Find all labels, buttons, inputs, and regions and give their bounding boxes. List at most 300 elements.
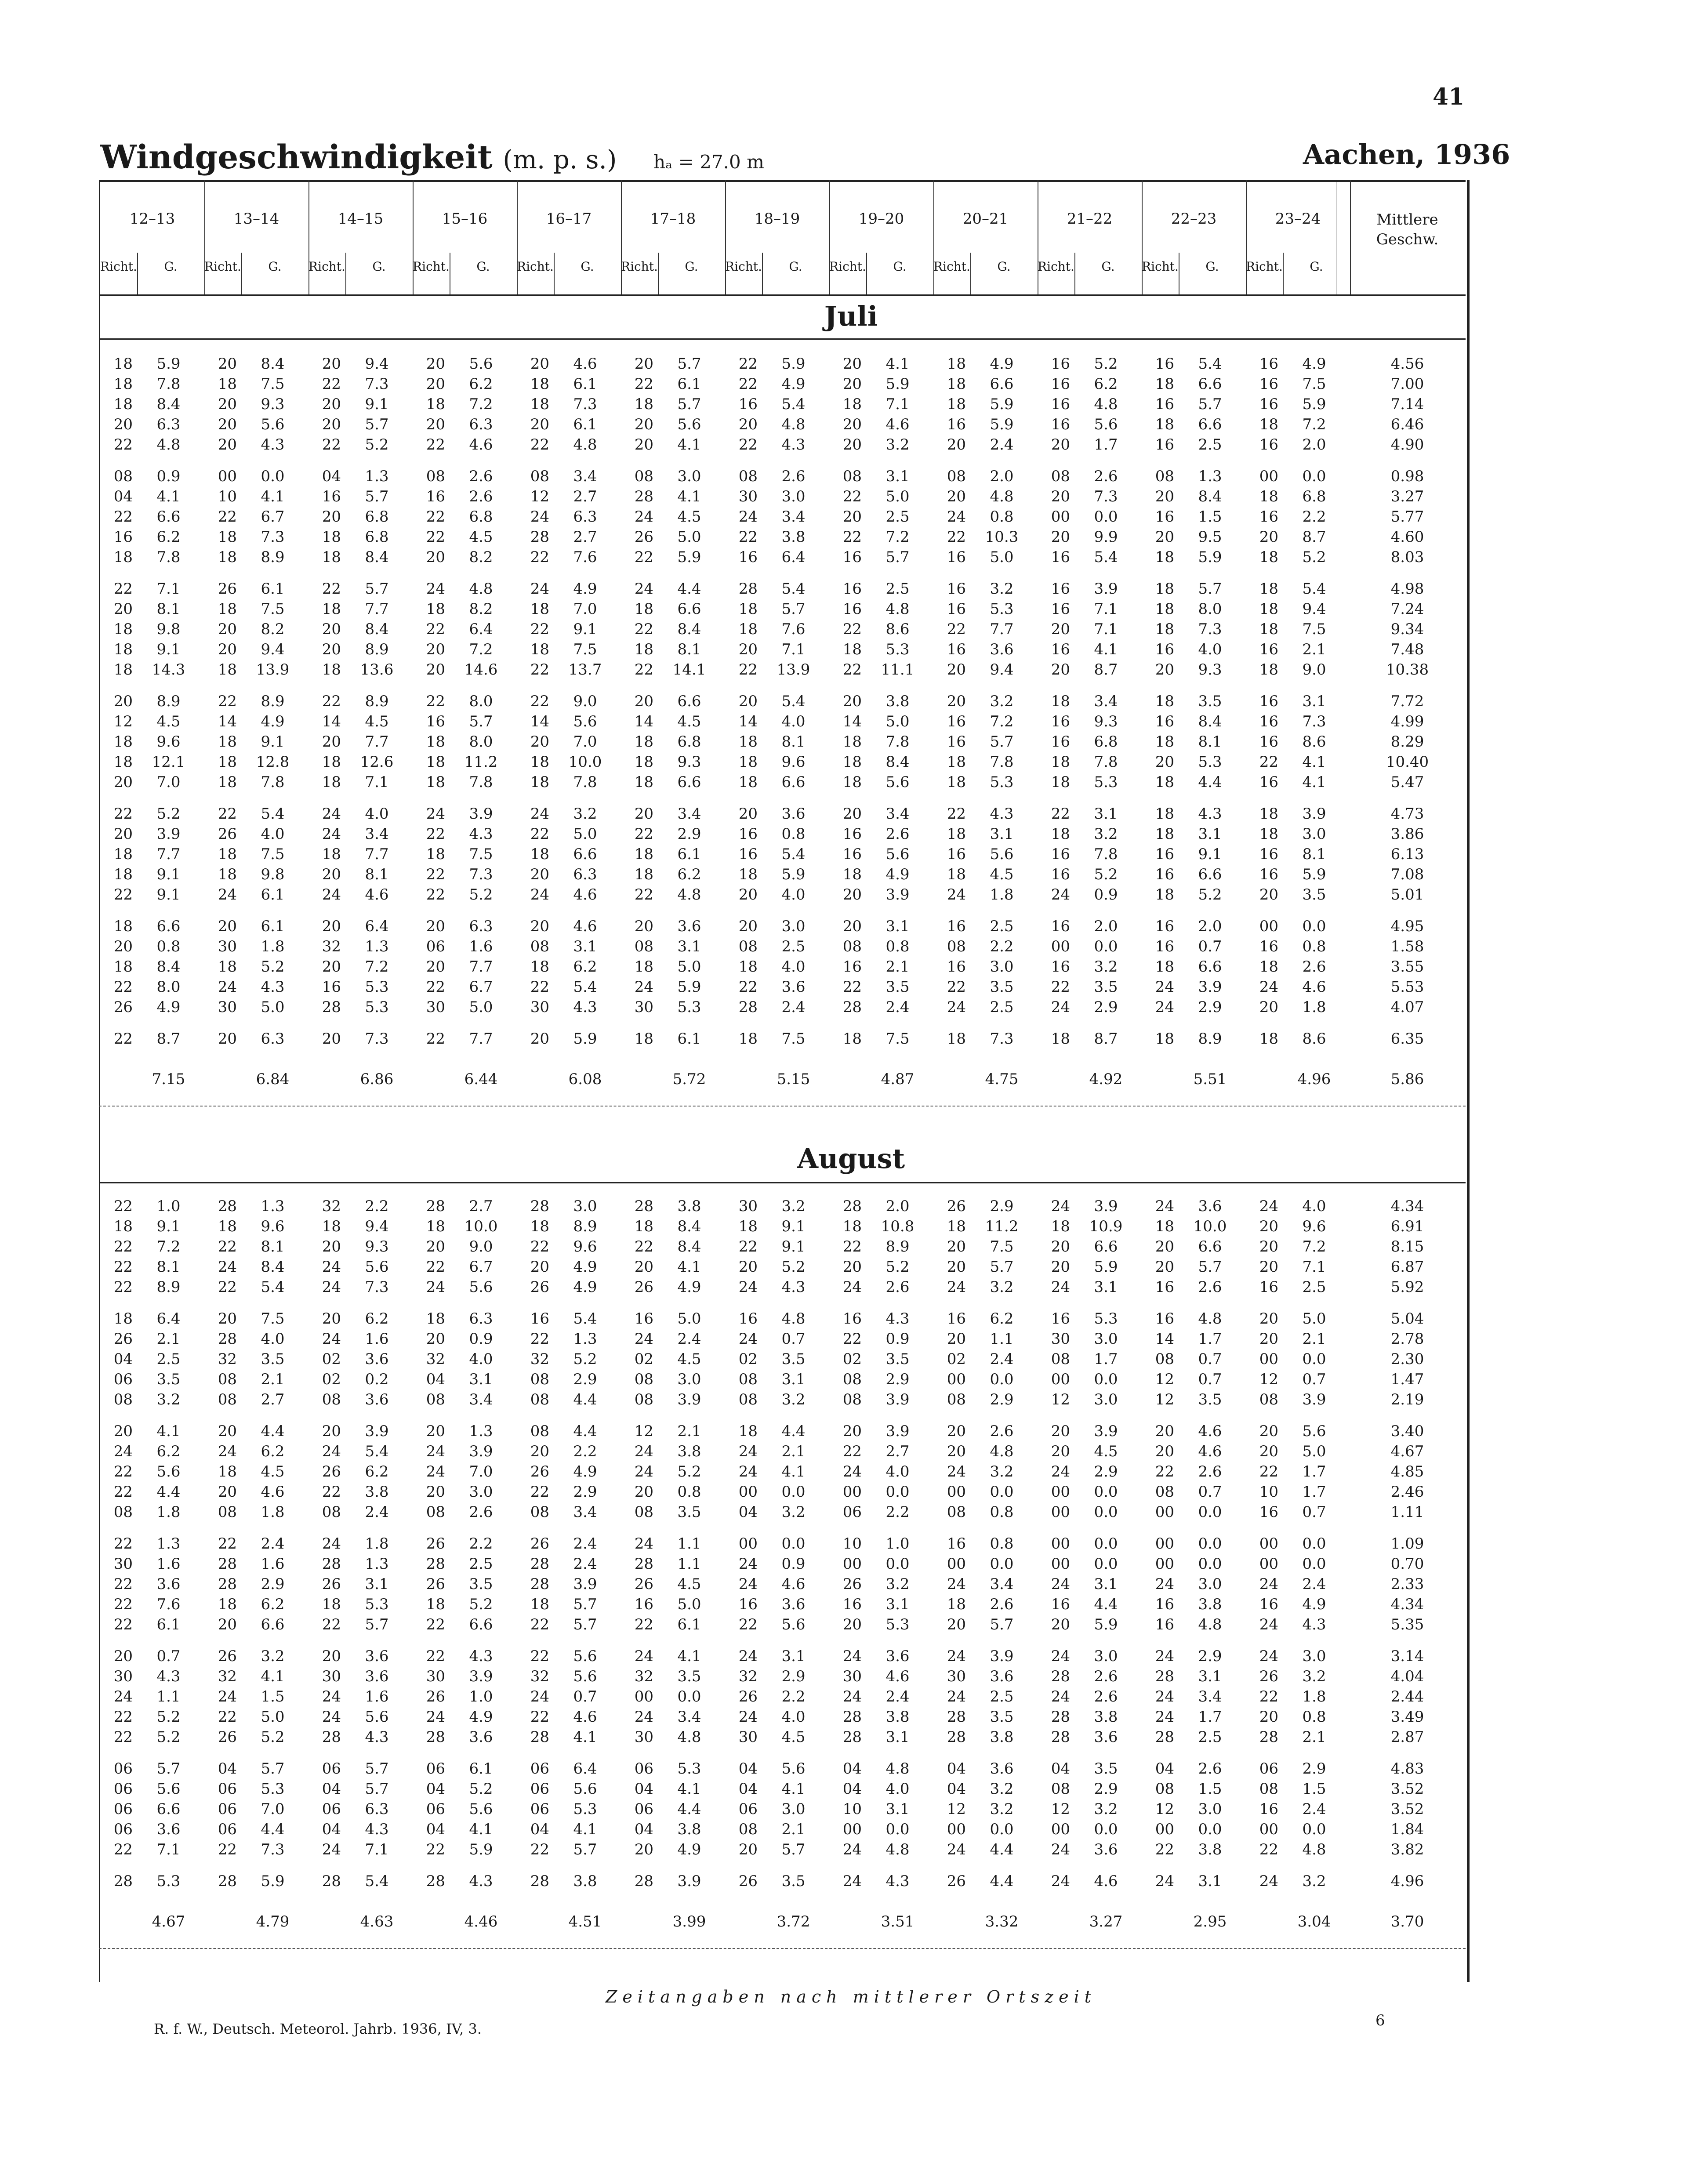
wind-direction: 16 bbox=[1155, 641, 1174, 658]
wind-direction: 18 bbox=[947, 1030, 966, 1048]
wind-speed: 3.1 bbox=[990, 825, 1014, 843]
wind-speed: 3.8 bbox=[573, 1872, 597, 1890]
month-rule bbox=[99, 1182, 1466, 1183]
wind-direction: 18 bbox=[738, 1218, 758, 1235]
wind-speed: 5.0 bbox=[1302, 1310, 1326, 1328]
wind-direction: 20 bbox=[530, 733, 549, 751]
wind-direction: 18 bbox=[738, 753, 758, 771]
wind-speed: 5.3 bbox=[365, 998, 389, 1016]
wind-speed: 0.8 bbox=[885, 938, 910, 955]
wind-speed: 3.5 bbox=[885, 978, 910, 996]
wind-speed: 6.6 bbox=[677, 693, 701, 710]
wind-speed: 2.9 bbox=[1198, 998, 1222, 1016]
wind-speed: 7.3 bbox=[365, 375, 389, 393]
wind-speed: 0.0 bbox=[1094, 1371, 1118, 1388]
wind-speed: 4.8 bbox=[990, 488, 1014, 505]
wind-direction: 20 bbox=[1051, 488, 1070, 505]
wind-direction: 06 bbox=[842, 1503, 862, 1521]
wind-direction: 18 bbox=[426, 1310, 445, 1328]
wind-speed: 5.6 bbox=[156, 1463, 181, 1480]
wind-direction: 26 bbox=[530, 1278, 549, 1296]
wind-speed: 4.3 bbox=[261, 978, 285, 996]
daily-mean-speed: 2.78 bbox=[1390, 1330, 1424, 1348]
wind-speed: 5.7 bbox=[469, 713, 493, 730]
wind-speed: 5.3 bbox=[365, 1596, 389, 1613]
daily-mean-speed: 0.70 bbox=[1390, 1555, 1424, 1573]
wind-speed: 6.6 bbox=[1094, 1238, 1118, 1255]
wind-speed: 2.9 bbox=[573, 1483, 597, 1501]
wind-speed: 4.0 bbox=[261, 825, 285, 843]
wind-speed: 8.0 bbox=[469, 733, 493, 751]
daily-mean-speed: 9.34 bbox=[1390, 620, 1424, 638]
wind-direction: 00 bbox=[947, 1371, 966, 1388]
wind-direction: 22 bbox=[530, 825, 549, 843]
wind-direction: 32 bbox=[530, 1350, 549, 1368]
wind-speed: 4.6 bbox=[573, 918, 597, 935]
wind-speed: 2.4 bbox=[1302, 1800, 1326, 1818]
wind-direction: 22 bbox=[113, 1197, 133, 1215]
wind-speed: 2.5 bbox=[1302, 1278, 1326, 1296]
wind-speed: 2.6 bbox=[1198, 1760, 1222, 1778]
wind-speed: 9.3 bbox=[1094, 713, 1118, 730]
wind-direction: 18 bbox=[1259, 805, 1278, 823]
wind-direction: 22 bbox=[113, 1728, 133, 1746]
wind-speed: 1.3 bbox=[1198, 468, 1222, 485]
wind-direction: 20 bbox=[322, 416, 341, 433]
wind-speed: 5.6 bbox=[990, 845, 1014, 863]
wind-speed: 3.9 bbox=[885, 886, 910, 903]
wind-speed: 5.2 bbox=[365, 436, 389, 453]
wind-direction: 22 bbox=[426, 436, 445, 453]
wind-speed: 8.9 bbox=[885, 1238, 910, 1255]
daily-mean-speed: 7.14 bbox=[1390, 395, 1424, 413]
wind-speed: 0.7 bbox=[781, 1330, 806, 1348]
wind-speed: 5.7 bbox=[261, 1760, 285, 1778]
wind-direction: 30 bbox=[426, 998, 445, 1016]
wind-direction: 08 bbox=[634, 938, 653, 955]
wind-speed: 3.0 bbox=[573, 1197, 597, 1215]
wind-speed: 3.9 bbox=[885, 1422, 910, 1440]
wind-speed: 5.6 bbox=[781, 1616, 806, 1633]
wind-direction: 18 bbox=[1155, 548, 1174, 566]
wind-direction: 22 bbox=[113, 1841, 133, 1858]
wind-speed: 2.0 bbox=[1094, 918, 1118, 935]
wind-speed: 4.9 bbox=[573, 580, 597, 598]
wind-direction: 18 bbox=[634, 641, 653, 658]
wind-direction: 16 bbox=[1051, 355, 1070, 373]
wind-speed: 5.7 bbox=[365, 488, 389, 505]
wind-speed: 5.7 bbox=[365, 416, 389, 433]
wind-direction: 08 bbox=[218, 1503, 237, 1521]
wind-speed: 0.0 bbox=[1302, 468, 1326, 485]
wind-direction: 20 bbox=[1259, 1258, 1278, 1276]
wind-speed: 3.6 bbox=[990, 1760, 1014, 1778]
wind-direction: 22 bbox=[426, 620, 445, 638]
header-bottom-rule bbox=[99, 294, 1466, 296]
wind-direction: 20 bbox=[634, 1483, 653, 1501]
wind-speed: 5.6 bbox=[573, 1668, 597, 1685]
wind-direction: 16 bbox=[947, 1535, 966, 1553]
wind-direction: 20 bbox=[842, 1422, 862, 1440]
wind-direction: 24 bbox=[634, 1330, 653, 1348]
wind-direction: 20 bbox=[1259, 886, 1278, 903]
wind-speed: 7.1 bbox=[1094, 600, 1118, 618]
wind-speed: 5.4 bbox=[573, 1310, 597, 1328]
wind-direction: 04 bbox=[947, 1760, 966, 1778]
wind-direction: 26 bbox=[947, 1197, 966, 1215]
wind-speed: 4.3 bbox=[365, 1821, 389, 1838]
wind-speed: 3.5 bbox=[1094, 978, 1118, 996]
wind-direction: 18 bbox=[1259, 825, 1278, 843]
wind-speed: 14.6 bbox=[464, 661, 498, 678]
wind-speed: 5.7 bbox=[781, 1841, 806, 1858]
wind-direction: 24 bbox=[322, 1841, 341, 1858]
wind-direction: 16 bbox=[1051, 641, 1070, 658]
wind-speed: 2.6 bbox=[1198, 1278, 1222, 1296]
wind-speed: 4.4 bbox=[261, 1821, 285, 1838]
wind-direction: 00 bbox=[1051, 938, 1070, 955]
wind-speed: 2.9 bbox=[1302, 1760, 1326, 1778]
richt-header: Richt. bbox=[1246, 259, 1283, 274]
wind-speed: 1.5 bbox=[1198, 1780, 1222, 1798]
wind-speed: 5.7 bbox=[677, 395, 701, 413]
wind-direction: 00 bbox=[842, 1821, 862, 1838]
wind-direction: 16 bbox=[322, 978, 341, 996]
month-overall-mean: 5.86 bbox=[1390, 1070, 1424, 1088]
wind-direction: 22 bbox=[947, 528, 966, 546]
wind-direction: 28 bbox=[842, 1708, 862, 1726]
wind-speed: 4.1 bbox=[677, 1780, 701, 1798]
wind-direction: 16 bbox=[1051, 1596, 1070, 1613]
wind-direction: 08 bbox=[842, 1391, 862, 1408]
wind-speed: 3.2 bbox=[1094, 825, 1118, 843]
wind-direction: 26 bbox=[426, 1535, 445, 1553]
wind-speed: 6.1 bbox=[677, 1030, 701, 1048]
wind-direction: 20 bbox=[842, 436, 862, 453]
wind-speed: 2.2 bbox=[885, 1503, 910, 1521]
wind-direction: 20 bbox=[1259, 1330, 1278, 1348]
column-divider bbox=[413, 180, 414, 294]
wind-speed: 2.0 bbox=[1302, 436, 1326, 453]
wind-speed: 0.0 bbox=[677, 1688, 701, 1705]
wind-speed: 0.0 bbox=[1302, 1350, 1326, 1368]
hourly-monthly-mean: 6.86 bbox=[360, 1070, 394, 1088]
hour-header: 21–22 bbox=[1067, 210, 1113, 228]
wind-direction: 28 bbox=[634, 1872, 653, 1890]
hourly-monthly-mean: 5.15 bbox=[777, 1070, 810, 1088]
wind-direction: 28 bbox=[738, 580, 758, 598]
wind-speed: 5.4 bbox=[365, 1872, 389, 1890]
wind-direction: 22 bbox=[426, 886, 445, 903]
wind-direction: 24 bbox=[1259, 1197, 1278, 1215]
wind-speed: 4.0 bbox=[781, 713, 806, 730]
daily-mean-speed: 3.27 bbox=[1390, 488, 1424, 505]
wind-speed: 3.1 bbox=[365, 1575, 389, 1593]
wind-speed: 9.1 bbox=[365, 395, 389, 413]
wind-speed: 2.6 bbox=[1198, 1463, 1222, 1480]
wind-speed: 1.8 bbox=[990, 886, 1014, 903]
wind-direction: 00 bbox=[1051, 508, 1070, 526]
wind-direction: 32 bbox=[218, 1668, 237, 1685]
wind-speed: 3.2 bbox=[781, 1503, 806, 1521]
wind-speed: 3.2 bbox=[990, 1278, 1014, 1296]
wind-speed: 4.1 bbox=[573, 1821, 597, 1838]
wind-direction: 08 bbox=[322, 1503, 341, 1521]
wind-speed: 6.1 bbox=[677, 375, 701, 393]
wind-direction: 22 bbox=[113, 1030, 133, 1048]
wind-speed: 5.3 bbox=[990, 773, 1014, 791]
wind-direction: 20 bbox=[634, 416, 653, 433]
wind-speed: 7.5 bbox=[469, 845, 493, 863]
wind-direction: 08 bbox=[530, 938, 549, 955]
wind-direction: 28 bbox=[113, 1872, 133, 1890]
wind-speed: 3.6 bbox=[781, 1596, 806, 1613]
speed-header: G. bbox=[1310, 259, 1323, 274]
wind-speed: 2.7 bbox=[469, 1197, 493, 1215]
daily-mean-speed: 2.19 bbox=[1390, 1391, 1424, 1408]
wind-direction: 08 bbox=[113, 1391, 133, 1408]
wind-direction: 16 bbox=[1155, 436, 1174, 453]
wind-direction: 20 bbox=[426, 1238, 445, 1255]
wind-direction: 22 bbox=[426, 978, 445, 996]
anemometer-height: hₐ = 27.0 m bbox=[653, 151, 764, 173]
wind-speed: 0.8 bbox=[781, 825, 806, 843]
wind-speed: 4.1 bbox=[781, 1463, 806, 1480]
wind-speed: 10.8 bbox=[881, 1218, 915, 1235]
wind-speed: 4.6 bbox=[261, 1483, 285, 1501]
wind-speed: 3.4 bbox=[781, 508, 806, 526]
wind-direction: 16 bbox=[1155, 713, 1174, 730]
daily-mean-speed: 3.82 bbox=[1390, 1841, 1424, 1858]
wind-direction: 22 bbox=[113, 580, 133, 598]
wind-speed: 0.0 bbox=[1302, 1555, 1326, 1573]
wind-speed: 8.1 bbox=[677, 641, 701, 658]
wind-direction: 16 bbox=[1051, 548, 1070, 566]
wind-speed: 10.0 bbox=[1193, 1218, 1227, 1235]
hour-header: 19–20 bbox=[858, 210, 904, 228]
wind-direction: 22 bbox=[113, 1278, 133, 1296]
wind-speed: 4.4 bbox=[781, 1422, 806, 1440]
wind-speed: 4.4 bbox=[990, 1841, 1014, 1858]
wind-speed: 14.1 bbox=[672, 661, 706, 678]
wind-direction: 26 bbox=[530, 1535, 549, 1553]
wind-speed: 5.7 bbox=[990, 733, 1014, 751]
wind-direction: 20 bbox=[322, 1030, 341, 1048]
wind-direction: 20 bbox=[1155, 1422, 1174, 1440]
wind-direction: 20 bbox=[113, 1422, 133, 1440]
wind-speed: 7.2 bbox=[1302, 416, 1326, 433]
wind-direction: 16 bbox=[113, 528, 133, 546]
wind-speed: 2.6 bbox=[1094, 1688, 1118, 1705]
wind-speed: 7.8 bbox=[156, 548, 181, 566]
wind-speed: 6.3 bbox=[469, 918, 493, 935]
wind-speed: 4.6 bbox=[1198, 1422, 1222, 1440]
wind-speed: 3.2 bbox=[1094, 1800, 1118, 1818]
wind-speed: 1.3 bbox=[469, 1422, 493, 1440]
wind-direction: 20 bbox=[1259, 1310, 1278, 1328]
daily-mean-speed: 1.09 bbox=[1390, 1535, 1424, 1553]
wind-direction: 08 bbox=[530, 1371, 549, 1388]
wind-direction: 22 bbox=[530, 978, 549, 996]
wind-direction: 30 bbox=[322, 1668, 341, 1685]
wind-speed: 3.1 bbox=[1198, 1872, 1222, 1890]
wind-direction: 20 bbox=[1155, 753, 1174, 771]
wind-direction: 08 bbox=[947, 1503, 966, 1521]
wind-speed: 8.1 bbox=[781, 733, 806, 751]
wind-direction: 24 bbox=[634, 1535, 653, 1553]
wind-direction: 18 bbox=[218, 528, 237, 546]
wind-speed: 1.8 bbox=[156, 1503, 181, 1521]
wind-direction: 22 bbox=[218, 1238, 237, 1255]
wind-direction: 18 bbox=[530, 375, 549, 393]
wind-speed: 4.0 bbox=[781, 958, 806, 976]
wind-speed: 0.0 bbox=[1094, 1555, 1118, 1573]
speed-header: G. bbox=[1205, 259, 1219, 274]
wind-speed: 2.6 bbox=[1094, 468, 1118, 485]
wind-direction: 20 bbox=[113, 938, 133, 955]
wind-speed: 4.6 bbox=[1302, 978, 1326, 996]
wind-direction: 04 bbox=[738, 1780, 758, 1798]
wind-speed: 3.6 bbox=[156, 1821, 181, 1838]
month-end-rule bbox=[99, 1948, 1466, 1949]
column-divider bbox=[829, 180, 830, 294]
wind-direction: 24 bbox=[634, 1647, 653, 1665]
wind-direction: 22 bbox=[113, 1535, 133, 1553]
wind-direction: 24 bbox=[426, 805, 445, 823]
wind-direction: 18 bbox=[1155, 733, 1174, 751]
wind-speed: 0.9 bbox=[781, 1555, 806, 1573]
wind-speed: 5.7 bbox=[1198, 580, 1222, 598]
wind-speed: 9.6 bbox=[573, 1238, 597, 1255]
wind-direction: 20 bbox=[1155, 528, 1174, 546]
wind-speed: 3.2 bbox=[1094, 958, 1118, 976]
wind-direction: 20 bbox=[738, 693, 758, 710]
wind-direction: 24 bbox=[1259, 1575, 1278, 1593]
wind-direction: 28 bbox=[947, 1728, 966, 1746]
wind-speed: 5.3 bbox=[1198, 753, 1222, 771]
hour-header: 18–19 bbox=[754, 210, 800, 228]
wind-direction: 18 bbox=[218, 958, 237, 976]
wind-direction: 22 bbox=[322, 1616, 341, 1633]
wind-direction: 18 bbox=[218, 661, 237, 678]
wind-direction: 28 bbox=[218, 1872, 237, 1890]
wind-speed: 4.5 bbox=[990, 866, 1014, 883]
wind-direction: 18 bbox=[530, 1218, 549, 1235]
wind-speed: 9.8 bbox=[261, 866, 285, 883]
richt-header: Richt. bbox=[100, 259, 137, 274]
wind-speed: 14.3 bbox=[152, 661, 185, 678]
wind-direction: 20 bbox=[947, 693, 966, 710]
wind-direction: 24 bbox=[634, 508, 653, 526]
wind-speed: 4.9 bbox=[781, 375, 806, 393]
wind-direction: 24 bbox=[842, 1872, 862, 1890]
hourly-monthly-mean: 4.51 bbox=[568, 1913, 602, 1930]
wind-direction: 24 bbox=[947, 508, 966, 526]
wind-direction: 28 bbox=[634, 488, 653, 505]
wind-direction: 26 bbox=[842, 1575, 862, 1593]
wind-speed: 4.9 bbox=[573, 1258, 597, 1276]
wind-direction: 20 bbox=[1051, 1258, 1070, 1276]
wind-speed: 4.5 bbox=[156, 713, 181, 730]
speed-header: G. bbox=[685, 259, 698, 274]
wind-speed: 4.9 bbox=[677, 1278, 701, 1296]
wind-speed: 9.6 bbox=[1302, 1218, 1326, 1235]
wind-direction: 08 bbox=[947, 938, 966, 955]
wind-direction: 18 bbox=[842, 866, 862, 883]
wind-speed: 5.6 bbox=[469, 1800, 493, 1818]
wind-direction: 24 bbox=[218, 1258, 237, 1276]
wind-speed: 5.4 bbox=[365, 1443, 389, 1460]
wind-direction: 00 bbox=[947, 1483, 966, 1501]
wind-speed: 5.6 bbox=[677, 416, 701, 433]
wind-direction: 26 bbox=[738, 1688, 758, 1705]
wind-speed: 7.1 bbox=[365, 773, 389, 791]
wind-direction: 16 bbox=[1259, 938, 1278, 955]
wind-speed: 1.8 bbox=[1302, 1688, 1326, 1705]
wind-direction: 22 bbox=[530, 1841, 549, 1858]
wind-direction: 18 bbox=[218, 733, 237, 751]
wind-direction: 18 bbox=[1155, 375, 1174, 393]
wind-direction: 30 bbox=[1051, 1330, 1070, 1348]
wind-speed: 8.2 bbox=[261, 620, 285, 638]
wind-direction: 18 bbox=[322, 773, 341, 791]
wind-direction: 22 bbox=[218, 1278, 237, 1296]
daily-mean-speed: 1.84 bbox=[1390, 1821, 1424, 1838]
wind-direction: 08 bbox=[947, 468, 966, 485]
wind-direction: 22 bbox=[426, 693, 445, 710]
wind-speed: 8.9 bbox=[156, 693, 181, 710]
wind-speed: 5.6 bbox=[469, 1278, 493, 1296]
wind-speed: 6.6 bbox=[156, 918, 181, 935]
wind-speed: 3.1 bbox=[781, 1371, 806, 1388]
page-number: 41 bbox=[1433, 83, 1465, 110]
wind-speed: 0.0 bbox=[1094, 1503, 1118, 1521]
wind-speed: 6.3 bbox=[261, 1030, 285, 1048]
wind-direction: 24 bbox=[1051, 1841, 1070, 1858]
wind-direction: 28 bbox=[1155, 1728, 1174, 1746]
wind-direction: 24 bbox=[530, 580, 549, 598]
wind-direction: 18 bbox=[322, 845, 341, 863]
wind-speed: 3.5 bbox=[677, 1668, 701, 1685]
wind-speed: 1.1 bbox=[677, 1535, 701, 1553]
wind-speed: 8.4 bbox=[1198, 488, 1222, 505]
wind-speed: 5.6 bbox=[469, 355, 493, 373]
wind-direction: 18 bbox=[1259, 580, 1278, 598]
richt-header: Richt. bbox=[1038, 259, 1074, 274]
wind-speed: 7.2 bbox=[990, 713, 1014, 730]
hour-header: 22–23 bbox=[1171, 210, 1217, 228]
wind-direction: 16 bbox=[947, 918, 966, 935]
wind-speed: 8.6 bbox=[1302, 733, 1326, 751]
wind-speed: 3.2 bbox=[573, 805, 597, 823]
wind-direction: 18 bbox=[738, 600, 758, 618]
wind-direction: 20 bbox=[947, 436, 966, 453]
wind-speed: 5.7 bbox=[365, 1780, 389, 1798]
wind-speed: 3.4 bbox=[885, 805, 910, 823]
daily-mean-speed: 6.13 bbox=[1390, 845, 1424, 863]
wind-speed: 4.1 bbox=[1302, 773, 1326, 791]
wind-direction: 18 bbox=[322, 661, 341, 678]
wind-speed: 12.8 bbox=[256, 753, 290, 771]
wind-speed: 0.0 bbox=[781, 1535, 806, 1553]
month-title: Juli bbox=[824, 300, 878, 332]
wind-speed: 3.8 bbox=[1198, 1596, 1222, 1613]
wind-speed: 3.5 bbox=[156, 1371, 181, 1388]
wind-speed: 7.7 bbox=[156, 845, 181, 863]
hourly-monthly-mean: 4.67 bbox=[152, 1913, 185, 1930]
wind-direction: 16 bbox=[634, 1596, 653, 1613]
wind-direction: 24 bbox=[947, 886, 966, 903]
